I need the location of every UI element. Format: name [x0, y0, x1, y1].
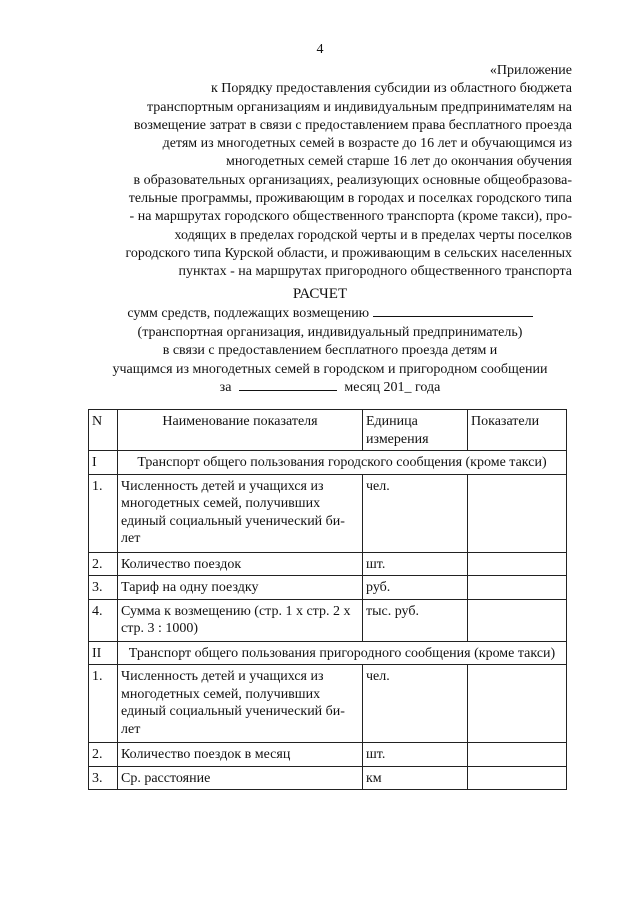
blank-month-field: [239, 379, 337, 391]
subtitle-line: [80, 305, 580, 324]
section-row: [89, 451, 567, 475]
header-cell-number: N: [89, 410, 118, 451]
table-row: [89, 552, 567, 576]
row-number: 1.: [89, 474, 118, 552]
section-number: I: [89, 451, 118, 475]
table-row: [89, 665, 567, 743]
period-prefix: за: [219, 380, 232, 395]
row-unit: тыс. руб.: [363, 599, 468, 641]
table-header-row: [89, 410, 567, 451]
row-name: Количество поездок в месяц: [118, 743, 363, 767]
row-value: [468, 766, 567, 790]
row-unit: км: [363, 766, 468, 790]
appendix-line: возмещение затрат в связи с предоставлением права бесплатного проезда: [133, 117, 572, 133]
row-value: [468, 474, 567, 552]
table-row: [89, 766, 567, 790]
appendix-line: - на маршрутах городского общественного транспорта (кроме такси), про-: [129, 209, 572, 225]
appendix-line: тельные программы, проживающим в городах и поселках городского типа: [128, 191, 572, 207]
header-cell-values: Показатели: [468, 410, 567, 451]
document-title: РАСЧЕТ: [292, 286, 348, 302]
row-unit: шт.: [363, 552, 468, 576]
row-unit: чел.: [363, 474, 468, 552]
header-cell-unit: Единица измерения: [363, 410, 468, 451]
section-row: [89, 641, 567, 665]
row-unit: шт.: [363, 743, 468, 767]
row-name: Численность детей и учащихся из многодетных семей, получивших единый социальный ученический би-лет: [118, 665, 363, 743]
row-name: Сумма к возмещению (стр. 1 х стр. 2 х стр. 3 : 1000): [118, 599, 363, 641]
appendix-line: многодетных семей старше 16 лет до окончания обучения: [225, 154, 572, 170]
row-number: 3.: [89, 766, 118, 790]
row-value: [468, 599, 567, 641]
appendix-line: ходящих в пределах городской черты и в пределах черты поселков: [174, 227, 572, 243]
row-number: 3.: [89, 576, 118, 600]
section-title: Транспорт общего пользования городского сообщения (кроме такси): [118, 451, 567, 475]
section-number: II: [89, 641, 118, 665]
appendix-line: «Приложение: [489, 63, 572, 78]
row-number: 1.: [89, 665, 118, 743]
row-value: [468, 552, 567, 576]
blank-recipient-field: [373, 305, 533, 317]
period-suffix: месяц 201_ года: [344, 380, 441, 395]
appendix-line: городского типа Курской области, и проживающим в сельских населенных: [125, 245, 572, 261]
table-row: [89, 474, 567, 552]
appendix-line: к Порядку предоставления субсидии из областного бюджета: [210, 81, 572, 97]
header-cell-name: Наименование показателя: [118, 410, 363, 451]
table-row: [89, 576, 567, 600]
row-unit: чел.: [363, 665, 468, 743]
subtitle-line: в связи с предоставлением бесплатного проезда детям и: [162, 343, 498, 358]
calculation-subtitle: [80, 305, 580, 398]
calculation-table: [88, 409, 567, 790]
subtitle-line: учащимся из многодетных семей в городском и пригородном сообщении: [112, 361, 548, 377]
row-value: [468, 743, 567, 767]
row-name: Численность детей и учащихся из многодетных семей, получивших единый социальный ученический би-лет: [118, 474, 363, 552]
table-row: [89, 599, 567, 641]
subtitle-line: (транспортная организация, индивидуальный предприниматель): [137, 324, 523, 340]
appendix-heading: [80, 62, 572, 282]
subtitle-line: [80, 379, 580, 398]
row-number: 2.: [89, 743, 118, 767]
row-number: 2.: [89, 552, 118, 576]
row-unit: руб.: [363, 576, 468, 600]
row-number: 4.: [89, 599, 118, 641]
section-title: Транспорт общего пользования пригородного сообщения (кроме такси): [118, 641, 567, 665]
row-name: Ср. расстояние: [118, 766, 363, 790]
appendix-line: пунктах - на маршрутах пригородного общественного транспорта: [178, 264, 572, 280]
row-name: Количество поездок: [118, 552, 363, 576]
table-row: [89, 743, 567, 767]
row-value: [468, 576, 567, 600]
appendix-line: детям из многодетных семей в возрасте до 16 лет и обучающимся из: [162, 136, 572, 152]
appendix-line: в образовательных организациях, реализующих основные общеобразова-: [133, 172, 572, 188]
page-number: 4: [316, 42, 324, 57]
row-value: [468, 665, 567, 743]
subtitle-text: сумм средств, подлежащих возмещению: [127, 306, 370, 321]
row-name: Тариф на одну поездку: [118, 576, 363, 600]
appendix-line: транспортным организациям и индивидуальным предпринимателям на: [146, 99, 572, 115]
